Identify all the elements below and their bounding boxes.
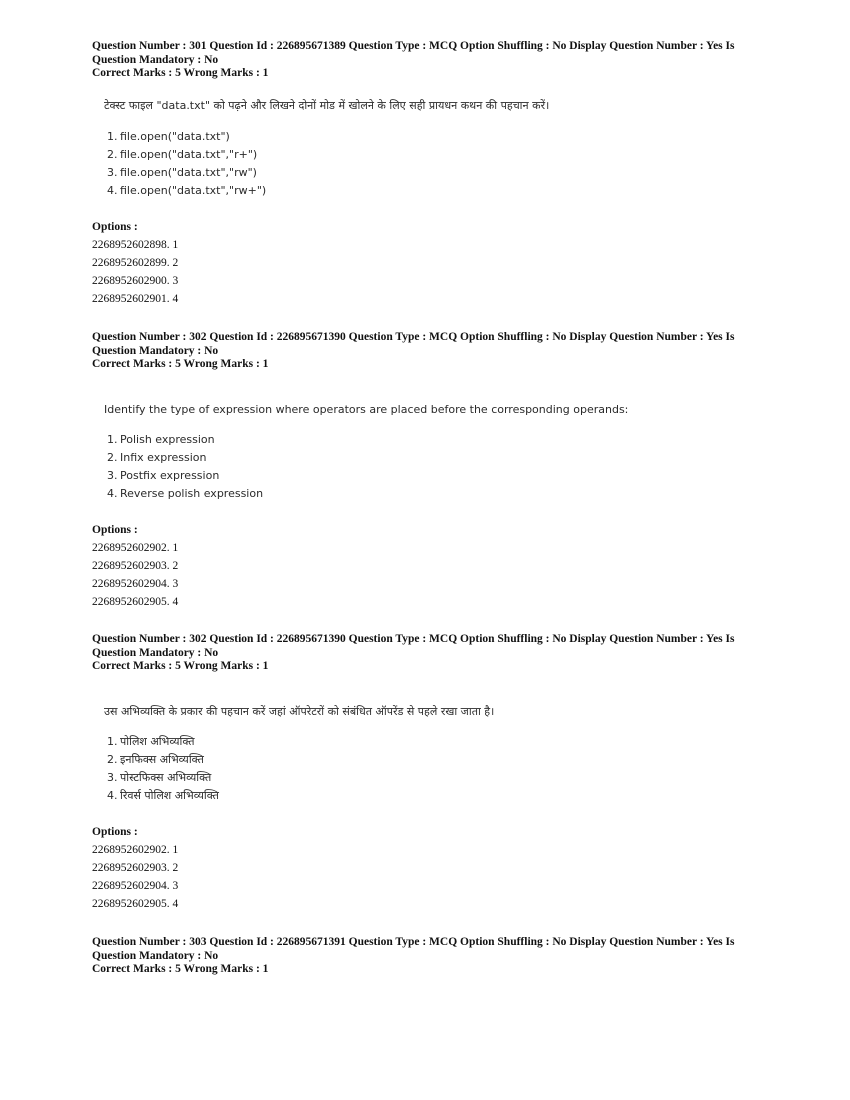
options-list bbox=[92, 841, 178, 913]
options-list bbox=[92, 236, 178, 308]
header-line: Question Mandatory : No bbox=[92, 949, 219, 962]
option-item: 2268952602902. 1 bbox=[92, 542, 179, 554]
options-title: Options : bbox=[92, 826, 138, 838]
question-header-302 bbox=[92, 331, 772, 372]
option-item: 2268952602905. 4 bbox=[92, 596, 179, 608]
header-line: Correct Marks : 5 Wrong Marks : 1 bbox=[92, 660, 269, 672]
choice-item: 1. file.open("data.txt") bbox=[107, 130, 230, 143]
choice-item: 2. file.open("data.txt","r+") bbox=[107, 148, 258, 161]
header-line: Question Mandatory : No bbox=[92, 344, 219, 357]
choice-item: 2. इनफिक्स अभिव्यक्ति bbox=[107, 753, 204, 766]
choice-item: 3. Postfix expression bbox=[107, 469, 220, 482]
header-line: Question Number : 301 Question Id : 226895671389 Question Type : MCQ Option Shuffling : No Display Question Number : Yes Is bbox=[92, 40, 735, 52]
option-item: 2268952602901. 4 bbox=[92, 293, 179, 305]
choice-item: 3. पोस्टफिक्स अभिव्यक्ति bbox=[107, 771, 212, 784]
header-line: Question Mandatory : No bbox=[92, 53, 219, 66]
options-title: Options : bbox=[92, 524, 138, 536]
option-item: 2268952602904. 3 bbox=[92, 880, 179, 892]
choice-item: 4. रिवर्स पोलिश अभिव्यक्ति bbox=[107, 789, 219, 802]
header-line: Question Mandatory : No bbox=[92, 646, 219, 659]
option-item: 2268952602899. 2 bbox=[92, 257, 179, 269]
choice-item: 1. Polish expression bbox=[107, 433, 215, 446]
option-item: 2268952602898. 1 bbox=[92, 239, 179, 251]
question-text: Identify the type of expression where operators are placed before the corresponding operands: bbox=[104, 403, 629, 416]
choice-item: 3. file.open("data.txt","rw") bbox=[107, 166, 257, 179]
option-item: 2268952602902. 1 bbox=[92, 844, 179, 856]
option-item: 2268952602904. 3 bbox=[92, 578, 179, 590]
choice-list bbox=[107, 128, 266, 200]
header-line: Correct Marks : 5 Wrong Marks : 1 bbox=[92, 358, 269, 370]
option-item: 2268952602903. 2 bbox=[92, 560, 179, 572]
question-header-302-hindi bbox=[92, 633, 772, 674]
options-title: Options : bbox=[92, 221, 138, 233]
option-item: 2268952602900. 3 bbox=[92, 275, 179, 287]
question-header-303 bbox=[92, 936, 772, 977]
header-line: Question Number : 303 Question Id : 226895671391 Question Type : MCQ Option Shuffling : No Display Question Number : Yes Is bbox=[92, 936, 735, 948]
question-text: उस अभिव्यक्ति के प्रकार की पहचान करें जहां ऑपरेटरों को संबंधित ऑपरेंड से पहले रखा जाता है। bbox=[104, 705, 495, 718]
choice-item: 4. Reverse polish expression bbox=[107, 487, 264, 500]
choice-list bbox=[107, 431, 263, 503]
option-item: 2268952602905. 4 bbox=[92, 898, 179, 910]
option-item: 2268952602903. 2 bbox=[92, 862, 179, 874]
header-line: Question Number : 302 Question Id : 226895671390 Question Type : MCQ Option Shuffling : No Display Question Number : Yes Is bbox=[92, 331, 735, 343]
choice-list bbox=[107, 733, 219, 805]
choice-item: 2. Infix expression bbox=[107, 451, 207, 464]
choice-item: 4. file.open("data.txt","rw+") bbox=[107, 184, 267, 197]
header-line: Correct Marks : 5 Wrong Marks : 1 bbox=[92, 963, 269, 975]
choice-item: 1. पोलिश अभिव्यक्ति bbox=[107, 735, 195, 748]
header-line: Question Number : 302 Question Id : 226895671390 Question Type : MCQ Option Shuffling : No Display Question Number : Yes Is bbox=[92, 633, 735, 645]
header-line: Correct Marks : 5 Wrong Marks : 1 bbox=[92, 67, 269, 79]
question-text: टेक्स्ट फाइल "data.txt" को पढ़ने और लिखने दोनों मोड में खोलने के लिए सही प्रायधन कथन की पहचान करें। bbox=[104, 99, 550, 112]
question-header-301 bbox=[92, 40, 772, 81]
options-list bbox=[92, 539, 178, 611]
